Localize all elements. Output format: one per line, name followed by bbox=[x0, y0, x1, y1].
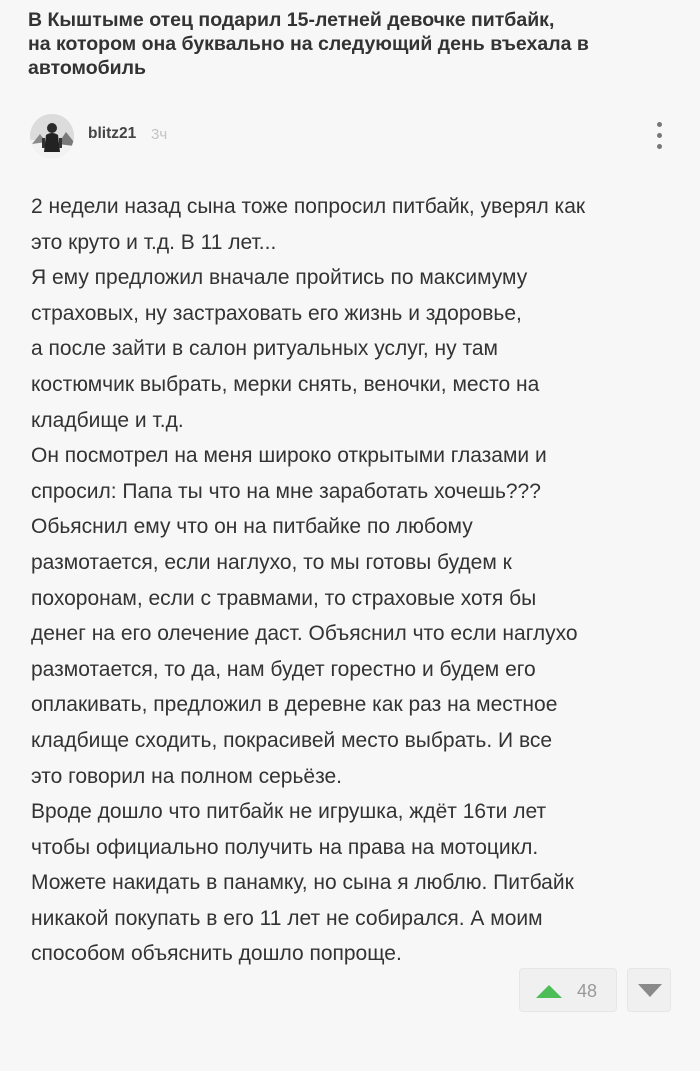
comment-line: спросил: Папа ты что на мне заработать хочешь??? bbox=[31, 479, 541, 503]
rating-up-button[interactable] bbox=[519, 968, 617, 1012]
avatar-photo-icon bbox=[30, 114, 74, 158]
comment-line: Я ему предложил вначале пройтись по максимуму bbox=[31, 266, 528, 290]
comment-line: это круто и т.д. В 11 лет... bbox=[31, 230, 277, 254]
comment-line: никакой покупать в его 11 лет не собирался. А моим bbox=[31, 906, 543, 930]
comment-line: это говорил на полном серьёзе. bbox=[31, 764, 343, 788]
comment-line: а после зайти в салон ритуальных услуг, ну там bbox=[31, 337, 498, 361]
comment-author[interactable]: blitz21 bbox=[88, 125, 137, 142]
comment-line: денег на его олечение даст. Объяснил что если наглухо bbox=[31, 622, 578, 646]
more-vertical-icon bbox=[657, 133, 662, 138]
comment-line: похоронам, если с травмами, то страховые хотя бы bbox=[31, 586, 537, 610]
rating-down-button[interactable] bbox=[627, 968, 671, 1012]
comment-line: оплакивать, предложил в деревне как раз на местное bbox=[31, 693, 558, 717]
post-title-line: автомобиль bbox=[28, 57, 147, 79]
comment-line: 2 недели назад сына тоже попросил питбайк, уверял как bbox=[31, 195, 586, 218]
comment-line: размотается, если наглухо, то мы готовы будем к bbox=[31, 550, 512, 574]
comment-line: способом объяснить дошло попроще. bbox=[31, 942, 402, 966]
post-title[interactable] bbox=[28, 8, 668, 80]
comment-body bbox=[31, 189, 681, 972]
comment-line: чтобы официально получить на права на мотоцикл. bbox=[31, 835, 539, 859]
comment-line: кладбище сходить, покрасивей место выбрать. И все bbox=[31, 728, 553, 752]
more-options-button[interactable] bbox=[650, 120, 670, 152]
comment-line: страховых, ну застраховать его жизнь и здоровье, bbox=[31, 301, 522, 325]
post-title-line: В Кыштыме отец подарил 15-летней девочке питбайк, bbox=[28, 9, 555, 31]
avatar[interactable] bbox=[30, 114, 74, 158]
post-title-line: на котором она буквально на следующий день въехала в bbox=[28, 33, 589, 55]
more-vertical-icon bbox=[657, 122, 662, 127]
comment-line: Он посмотрел на меня широко открытыми глазами и bbox=[31, 444, 547, 468]
comment-line: размотается, то да, нам будет горестно и будем его bbox=[31, 657, 536, 681]
comment-header bbox=[30, 112, 670, 160]
comment-line: Обьяснил ему что он на питбайке по любому bbox=[31, 515, 473, 539]
comment-line: Вроде дошло что питбайк не игрушка, ждёт 16ти лет bbox=[31, 800, 547, 824]
rating-score: 48 bbox=[577, 981, 598, 1001]
comment-line: Можете накидать в панамку, но сына я люблю. Питбайк bbox=[31, 871, 574, 895]
arrow-up-icon bbox=[535, 983, 563, 999]
arrow-down-icon bbox=[637, 983, 663, 998]
comment-line: костюмчик выбрать, мерки снять, веночки, место на bbox=[31, 372, 540, 396]
more-vertical-icon bbox=[657, 144, 662, 149]
comment-line: кладбище и т.д. bbox=[31, 408, 184, 432]
comment-time: 3ч bbox=[151, 126, 168, 143]
